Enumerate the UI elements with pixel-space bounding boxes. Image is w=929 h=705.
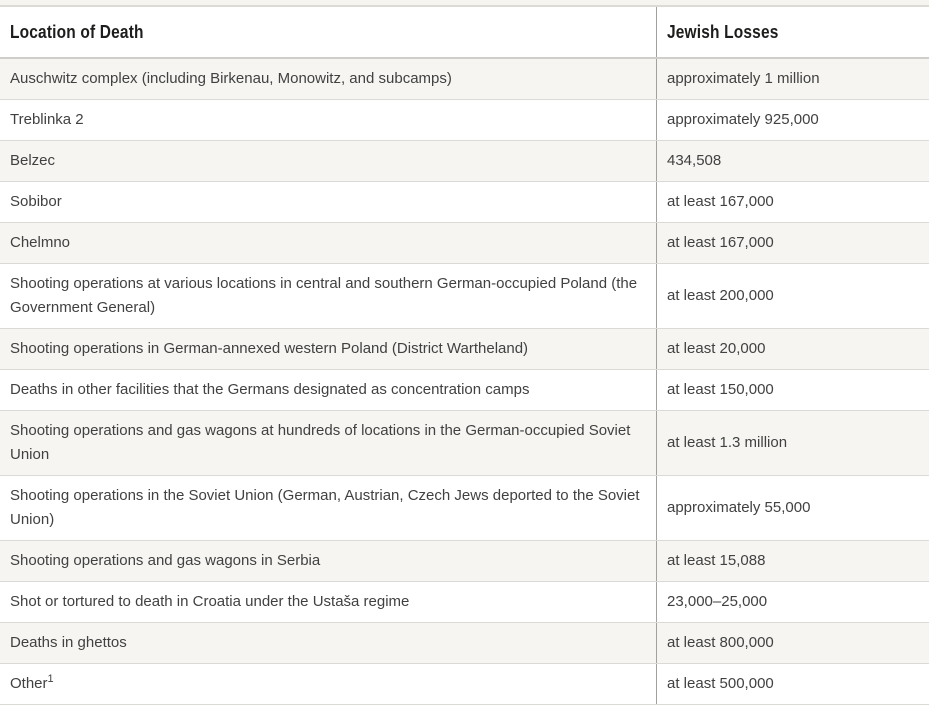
- location-cell: [0, 476, 656, 540]
- location-text: Shot or tortured to death in Croatia under the Ustaša regime: [10, 593, 410, 610]
- losses-cell: [656, 411, 929, 475]
- losses-text: 434,508: [667, 152, 722, 169]
- losses-text: approximately 925,000: [667, 111, 819, 128]
- losses-text: at least 20,000: [667, 340, 766, 357]
- column-header-losses: Jewish Losses: [667, 22, 779, 42]
- table-header-row: [0, 7, 929, 59]
- losses-text: approximately 1 million: [667, 70, 820, 87]
- losses-cell: [656, 100, 929, 140]
- header-cell-location: [0, 7, 656, 57]
- location-text: Chelmno: [10, 234, 71, 251]
- losses-text: at least 167,000: [667, 193, 774, 210]
- losses-cell: [656, 476, 929, 540]
- location-cell: [0, 411, 656, 475]
- table-row: [0, 582, 929, 623]
- table-row: [0, 264, 929, 329]
- losses-cell: [656, 582, 929, 622]
- table-row: [0, 329, 929, 370]
- losses-cell: [656, 264, 929, 328]
- location-cell: [0, 264, 656, 328]
- footnote-marker: 1: [47, 673, 54, 685]
- column-header-location: Location of Death: [10, 22, 144, 42]
- location-cell: [0, 664, 656, 704]
- location-cell: [0, 141, 656, 181]
- table-row: [0, 664, 929, 705]
- losses-cell: [656, 329, 929, 369]
- top-strip: [0, 0, 929, 7]
- location-cell: [0, 59, 656, 99]
- table-row: [0, 623, 929, 664]
- losses-text: at least 200,000: [667, 287, 774, 304]
- losses-text: 23,000–25,000: [667, 593, 768, 610]
- location-text: Sobibor: [10, 193, 62, 210]
- losses-cell: [656, 59, 929, 99]
- location-cell: [0, 223, 656, 263]
- location-label: Other: [10, 675, 48, 692]
- location-cell: [0, 100, 656, 140]
- location-text: Shooting operations in the Soviet Union (German, Austrian, Czech Jews deported to the Soviet Union): [10, 487, 640, 528]
- location-text: [10, 672, 54, 696]
- location-cell: [0, 329, 656, 369]
- losses-text: at least 1.3 million: [667, 434, 788, 451]
- table-row: [0, 223, 929, 264]
- table-row: [0, 59, 929, 100]
- losses-text: at least 500,000: [667, 675, 774, 692]
- location-text: Treblinka 2: [10, 111, 84, 128]
- table-row: [0, 541, 929, 582]
- jewish-losses-table: [0, 7, 929, 705]
- losses-cell: [656, 664, 929, 704]
- location-cell: [0, 623, 656, 663]
- losses-cell: [656, 370, 929, 410]
- table-row: [0, 476, 929, 541]
- location-text: Deaths in ghettos: [10, 634, 127, 651]
- losses-cell: [656, 223, 929, 263]
- location-cell: [0, 182, 656, 222]
- table-row: [0, 411, 929, 476]
- losses-text: at least 800,000: [667, 634, 774, 651]
- location-cell: [0, 541, 656, 581]
- header-cell-losses: [656, 7, 929, 57]
- losses-cell: [656, 541, 929, 581]
- table-row: [0, 182, 929, 223]
- losses-cell: [656, 182, 929, 222]
- location-text: Shooting operations and gas wagons in Serbia: [10, 552, 321, 569]
- location-text: Shooting operations at various locations in central and southern German-occupied Poland (the Government General): [10, 275, 638, 316]
- losses-text: at least 150,000: [667, 381, 774, 398]
- losses-text: at least 15,088: [667, 552, 766, 569]
- table-row: [0, 141, 929, 182]
- losses-cell: [656, 141, 929, 181]
- losses-text: approximately 55,000: [667, 499, 811, 516]
- location-text: Belzec: [10, 152, 56, 169]
- table-row: [0, 370, 929, 411]
- location-text: Shooting operations in German-annexed western Poland (District Wartheland): [10, 340, 529, 357]
- location-text: Shooting operations and gas wagons at hundreds of locations in the German-occupied Soviet Union: [10, 422, 631, 463]
- location-cell: [0, 370, 656, 410]
- location-text: Deaths in other facilities that the Germans designated as concentration camps: [10, 381, 530, 398]
- losses-text: at least 167,000: [667, 234, 774, 251]
- location-text: Auschwitz complex (including Birkenau, Monowitz, and subcamps): [10, 70, 452, 87]
- losses-cell: [656, 623, 929, 663]
- table-row: [0, 100, 929, 141]
- location-cell: [0, 582, 656, 622]
